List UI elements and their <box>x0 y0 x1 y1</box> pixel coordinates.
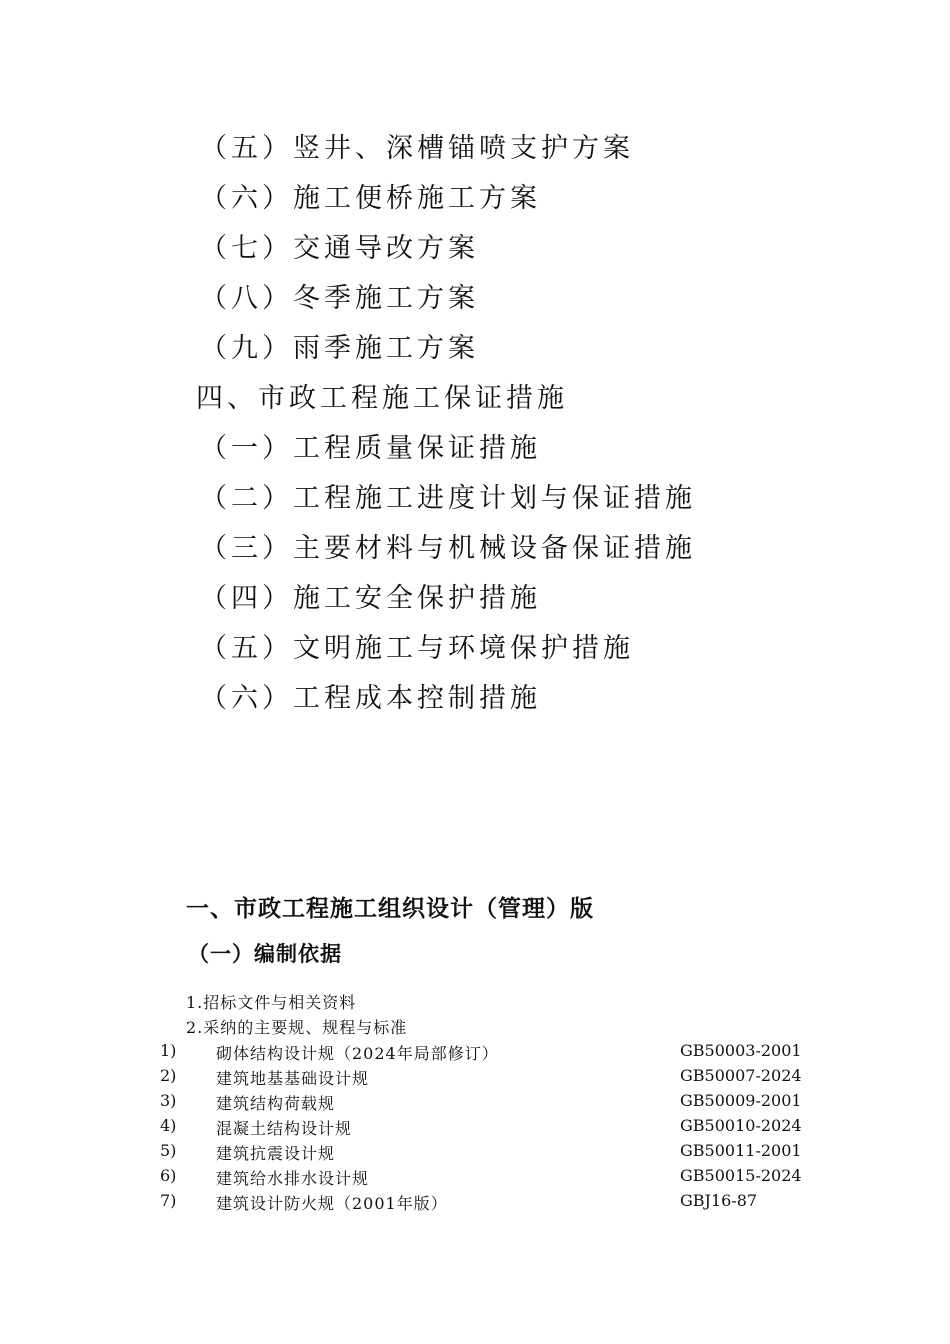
standard-row <box>0 1191 950 1216</box>
standard-name: 建筑抗震设计规 <box>216 1144 336 1163</box>
toc-item: （一）工程质量保证措施 <box>200 433 541 464</box>
standard-code: GB50010-2024 <box>680 1116 802 1135</box>
standard-name: 砌体结构设计规（2024年局部修订） <box>216 1044 499 1063</box>
toc-item: （六）工程成本控制措施 <box>200 683 541 714</box>
standard-code: GB50011-2001 <box>680 1141 802 1160</box>
toc-section-heading: 四、市政工程施工保证措施 <box>196 383 568 414</box>
toc-item: （七）交通导改方案 <box>200 233 479 264</box>
standard-number: 2) <box>160 1066 177 1085</box>
basis-item: 1.招标文件与相关资料 <box>186 993 357 1012</box>
standard-row <box>0 1091 950 1116</box>
standard-name: 建筑给水排水设计规 <box>216 1169 370 1188</box>
standard-name: 建筑地基基础设计规 <box>216 1069 370 1088</box>
standard-row <box>0 1141 950 1166</box>
standard-row <box>0 1041 950 1066</box>
toc-item: （八）冬季施工方案 <box>200 283 479 314</box>
standard-number: 4) <box>160 1116 177 1135</box>
standard-number: 5) <box>160 1141 177 1160</box>
toc-item: （三）主要材料与机械设备保证措施 <box>200 533 696 564</box>
toc-item: （六）施工便桥施工方案 <box>200 183 541 214</box>
standard-name: 建筑结构荷载规 <box>216 1094 336 1113</box>
standard-code: GB50009-2001 <box>680 1091 802 1110</box>
toc-item: （四）施工安全保护措施 <box>200 583 541 614</box>
standard-number: 7) <box>160 1191 177 1210</box>
standard-name: 建筑设计防火规（2001年版） <box>216 1194 448 1213</box>
standard-number: 3) <box>160 1091 177 1110</box>
standard-code: GB50015-2024 <box>680 1166 802 1185</box>
toc-item: （九）雨季施工方案 <box>200 333 479 364</box>
standard-code: GBJ16-87 <box>680 1191 758 1210</box>
standard-number: 6) <box>160 1166 177 1185</box>
basis-item: 2.采纳的主要规、规程与标准 <box>186 1018 408 1037</box>
subsection-heading: （一）编制依据 <box>188 942 342 966</box>
standard-row <box>0 1116 950 1141</box>
standard-row <box>0 1166 950 1191</box>
standard-number: 1) <box>160 1041 177 1060</box>
toc-item: （五）竖井、深槽锚喷支护方案 <box>200 133 634 164</box>
toc-item: （五）文明施工与环境保护措施 <box>200 633 634 664</box>
section-heading: 一、市政工程施工组织设计（管理）版 <box>186 896 594 922</box>
standard-row <box>0 1066 950 1091</box>
standard-code: GB50007-2024 <box>680 1066 802 1085</box>
standard-name: 混凝土结构设计规 <box>216 1119 353 1138</box>
standard-code: GB50003-2001 <box>680 1041 802 1060</box>
toc-item: （二）工程施工进度计划与保证措施 <box>200 483 696 514</box>
